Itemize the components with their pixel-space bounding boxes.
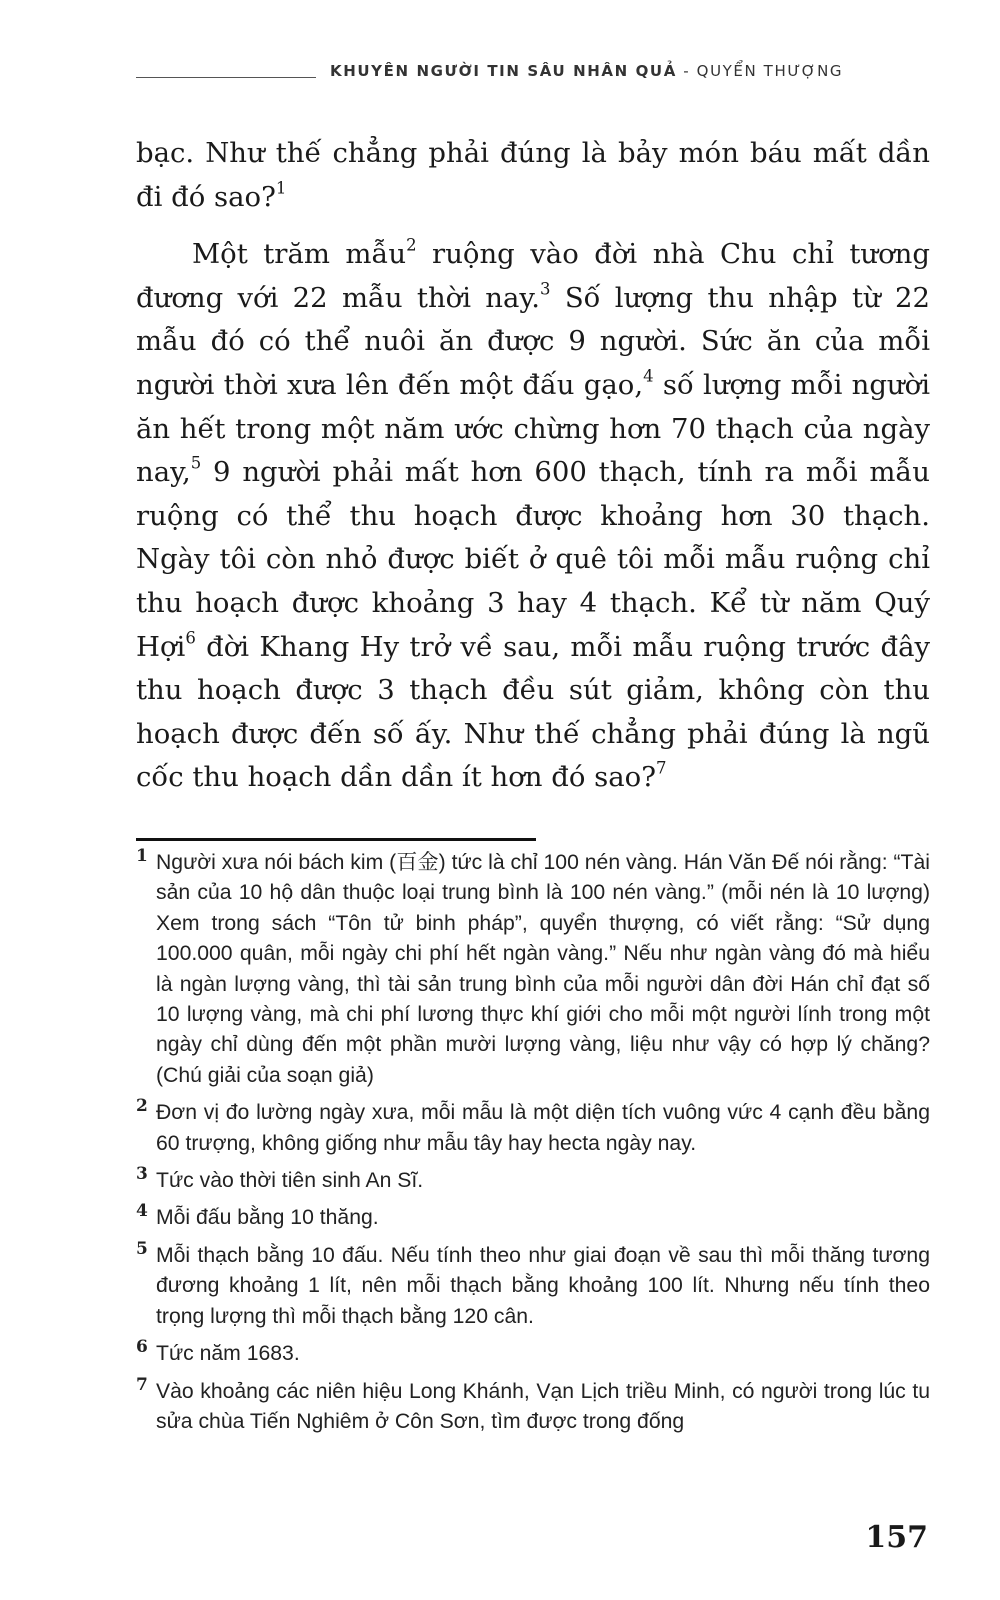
footnote-number: 3 — [136, 1164, 148, 1185]
footnote-number: 7 — [136, 1374, 148, 1395]
footnote-text: Đơn vị đo lường ngày xưa, mỗi mẫu là một diện tích vuông vức 4 cạnh đều bằng 60 trượng, không giống như mẫu tây hay hecta ngày nay. — [156, 1101, 930, 1155]
footnote-2 — [136, 1098, 930, 1159]
footnote-ref-6[interactable]: 6 — [185, 628, 196, 648]
paragraph-2 — [136, 233, 930, 800]
main-text — [136, 132, 930, 800]
footnote-text: Người xưa nói bách kim (百金) tức là chỉ 100 nén vàng. Hán Văn Đế nói rằng: “Tài sản của 10 hộ dân thuộc loại trung bình là 100 nén vàng.” (mỗi nén là 10 lượng) Xem trong sách “Tôn tử binh pháp”, quyển thượng, có viết rằng: “Sử dụng 100.000 quân, mỗi ngày chi phí hết ngàn vàng.” Nếu như ngàn vàng đó mà hiểu là ngàn lượng vàng, thì tài sản trung bình của mỗi người dân đời Hán chỉ đạt số 10 lượng vàng, mà chi phí lương thực khí giới cho mỗi một người lính trong một ngày chỉ dùng đến một phần mười lượng vàng, liệu như vậy có hợp lý chăng? (Chú giải của soạn giả) — [156, 851, 930, 1087]
footnote-text: Mỗi đấu bằng 10 thăng. — [156, 1206, 379, 1230]
header-separator: - — [676, 62, 697, 80]
paragraph-1-text: bạc. Như thế chẳng phải đúng là bảy món báu mất dần đi đó sao? — [136, 137, 930, 213]
footnote-text: Mỗi thạch bằng 10 đấu. Nếu tính theo như giai đoạn về sau thì mỗi thăng tương đương khoảng 1 lít, nên mỗi thạch bằng khoảng 100 lít. Nhưng nếu tính theo trọng lượng thì mỗi thạch bằng 120 cân. — [156, 1243, 930, 1328]
footnote-text: Tức năm 1683. — [156, 1342, 300, 1366]
footnote-ref-4[interactable]: 4 — [643, 366, 654, 386]
footnote-text: Vào khoảng các niên hiệu Long Khánh, Vạn Lịch triều Minh, có người trong lúc tu sửa chùa Tiến Nghiêm ở Côn Sơn, tìm được trong đống — [156, 1379, 930, 1433]
page-number: 157 — [865, 1520, 928, 1555]
footnotes-section — [136, 848, 930, 1444]
footnote-number: 4 — [136, 1201, 148, 1222]
footnote-4 — [136, 1203, 930, 1233]
footnote-3 — [136, 1166, 930, 1196]
footnote-7 — [136, 1374, 930, 1438]
paragraph-2-segment: đời Khang Hy trở về sau, mỗi mẫu ruộng trước đây thu hoạch được 3 thạch đều sút giảm, không còn thu hoạch được đến số ấy. Như thế chẳng phải đúng là ngũ cốc thu hoạch dần dần ít hơn đó sao? — [136, 630, 930, 794]
footnote-number: 1 — [136, 846, 148, 866]
footnote-6 — [136, 1339, 930, 1369]
footnote-number: 6 — [136, 1337, 148, 1358]
paragraph-2-segment: Số lượng thu nhập từ 22 mẫu đó có thể nuôi ăn được 9 người. Sức ăn của mỗi người thời xưa lên đến một đấu gạo, — [136, 281, 930, 401]
footnote-1 — [136, 848, 930, 1091]
paragraph-1 — [136, 132, 930, 219]
footnote-ref-3[interactable]: 3 — [540, 279, 551, 299]
volume-name: QUYỂN THƯỢNG — [696, 62, 844, 80]
footnote-ref-2[interactable]: 2 — [406, 235, 417, 255]
header-rule — [136, 77, 316, 78]
paragraph-2-segment: ruộng vào đời nhà Chu chỉ tương đương với 22 mẫu thời nay. — [136, 238, 930, 314]
footnote-5 — [136, 1238, 930, 1332]
footnote-ref-1[interactable]: 1 — [275, 178, 287, 198]
footnote-separator — [136, 838, 536, 841]
paragraph-2-segment: 9 người phải mất hơn 600 thạch, tính ra mỗi mẫu ruộng có thể thu hoạch được khoảng hơn 30 thạch. Ngày tôi còn nhỏ được biết ở quê tôi mỗi mẫu ruộng chỉ thu hoạch được khoảng 3 hay 4 thạch. Kể từ năm Quý Hợi — [136, 456, 930, 663]
footnote-number: 2 — [136, 1096, 148, 1117]
footnote-number: 5 — [136, 1238, 148, 1259]
paragraph-2-segment: số lượng mỗi người ăn hết trong một năm ước chừng hơn 70 thạch của ngày nay, — [136, 368, 930, 489]
book-title: KHUYÊN NGƯỜI TIN SÂU NHÂN QUẢ — [330, 62, 677, 80]
footnote-ref-7[interactable]: 7 — [655, 758, 667, 778]
running-header — [330, 62, 930, 80]
footnote-text: Tức vào thời tiên sinh An Sĩ. — [156, 1169, 424, 1193]
paragraph-2-segment: Một trăm mẫu — [192, 238, 407, 271]
footnote-ref-5[interactable]: 5 — [190, 453, 202, 473]
